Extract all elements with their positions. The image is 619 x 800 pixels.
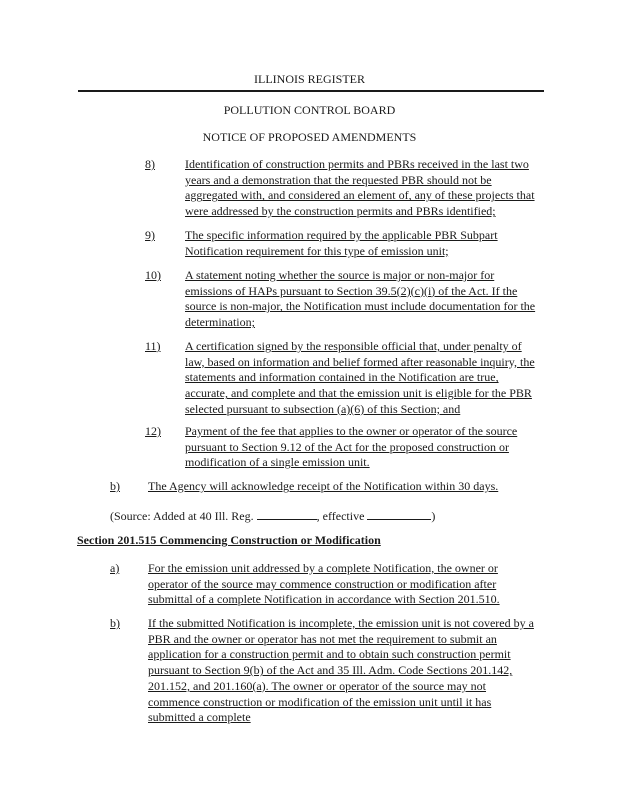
item-text: Identification of construction permits and PBRs received in the last two years and a demonstration that the requested PBR should not be aggregated with, and considered an element of, any of these projects that were addressed by the construction permits and PBRs identified;: [185, 157, 535, 219]
item-number: 10): [145, 268, 161, 282]
item-text: The specific information required by the applicable PBR Subpart Notification requirement for this type of emission unit;: [185, 228, 498, 258]
item-text: A statement noting whether the source is major or non-major for emissions of HAPs pursuant to Section 39.5(2)(c)(i) of the Act. If the source is non-major, the Notification must include documentation for the determination;: [185, 268, 536, 330]
item-number: 9): [145, 228, 155, 242]
header-rule: [78, 90, 544, 92]
register-blank: [257, 508, 317, 520]
item-number: 8): [145, 157, 155, 171]
register-title: ILLINOIS REGISTER: [254, 72, 365, 86]
section-heading: Section 201.515 Commencing Construction or Modification: [77, 533, 381, 547]
effective-blank: [367, 508, 431, 520]
item-text: Payment of the fee that applies to the owner or operator of the source pursuant to Section 9.12 of the Act for the proposed construction or modification of a single emission unit.: [185, 424, 518, 470]
source-suffix: ): [431, 509, 436, 523]
source-note: [110, 508, 435, 525]
section-item-label: a): [110, 561, 120, 575]
subsection-label: b): [110, 479, 120, 493]
section-item-text: If the submitted Notification is incomplete, the emission unit is not covered by a PBR and the owner or operator has not met the requirement to submit an application for a construction permit and to obtain such construction permit pursuant to Section 9(b) of the Act and 35 Ill. Adm. Code Sections 201.142, 201.152, and 201.160(a). The owner or operator of the source may not commence construction or modification of the emission unit until it has submitted a complete: [148, 616, 534, 725]
section-item-label: b): [110, 616, 120, 630]
item-number: 12): [145, 424, 161, 438]
source-prefix: (Source: Added at 40 Ill. Reg.: [110, 509, 254, 523]
item-number: 11): [145, 339, 161, 353]
agency-title: POLLUTION CONTROL BOARD: [223, 103, 396, 117]
section-item-text: For the emission unit addressed by a complete Notification, the owner or operator of the source may commence construction or modification after submittal of a complete Notification in accordance with Section 201.510.: [148, 561, 500, 607]
item-text: A certification signed by the responsible official that, under penalty of law, based on information and belief formed after reasonable inquiry, the statements and information contained in the Notification are true, accurate, and complete and that the emission unit is eligible for the PBR selected pursuant to subsection (a)(6) of this Section; and: [185, 339, 535, 416]
subsection-text: The Agency will acknowledge receipt of the Notification within 30 days.: [148, 479, 499, 493]
notice-title: NOTICE OF PROPOSED AMENDMENTS: [202, 130, 417, 144]
source-middle: , effective: [316, 509, 365, 523]
